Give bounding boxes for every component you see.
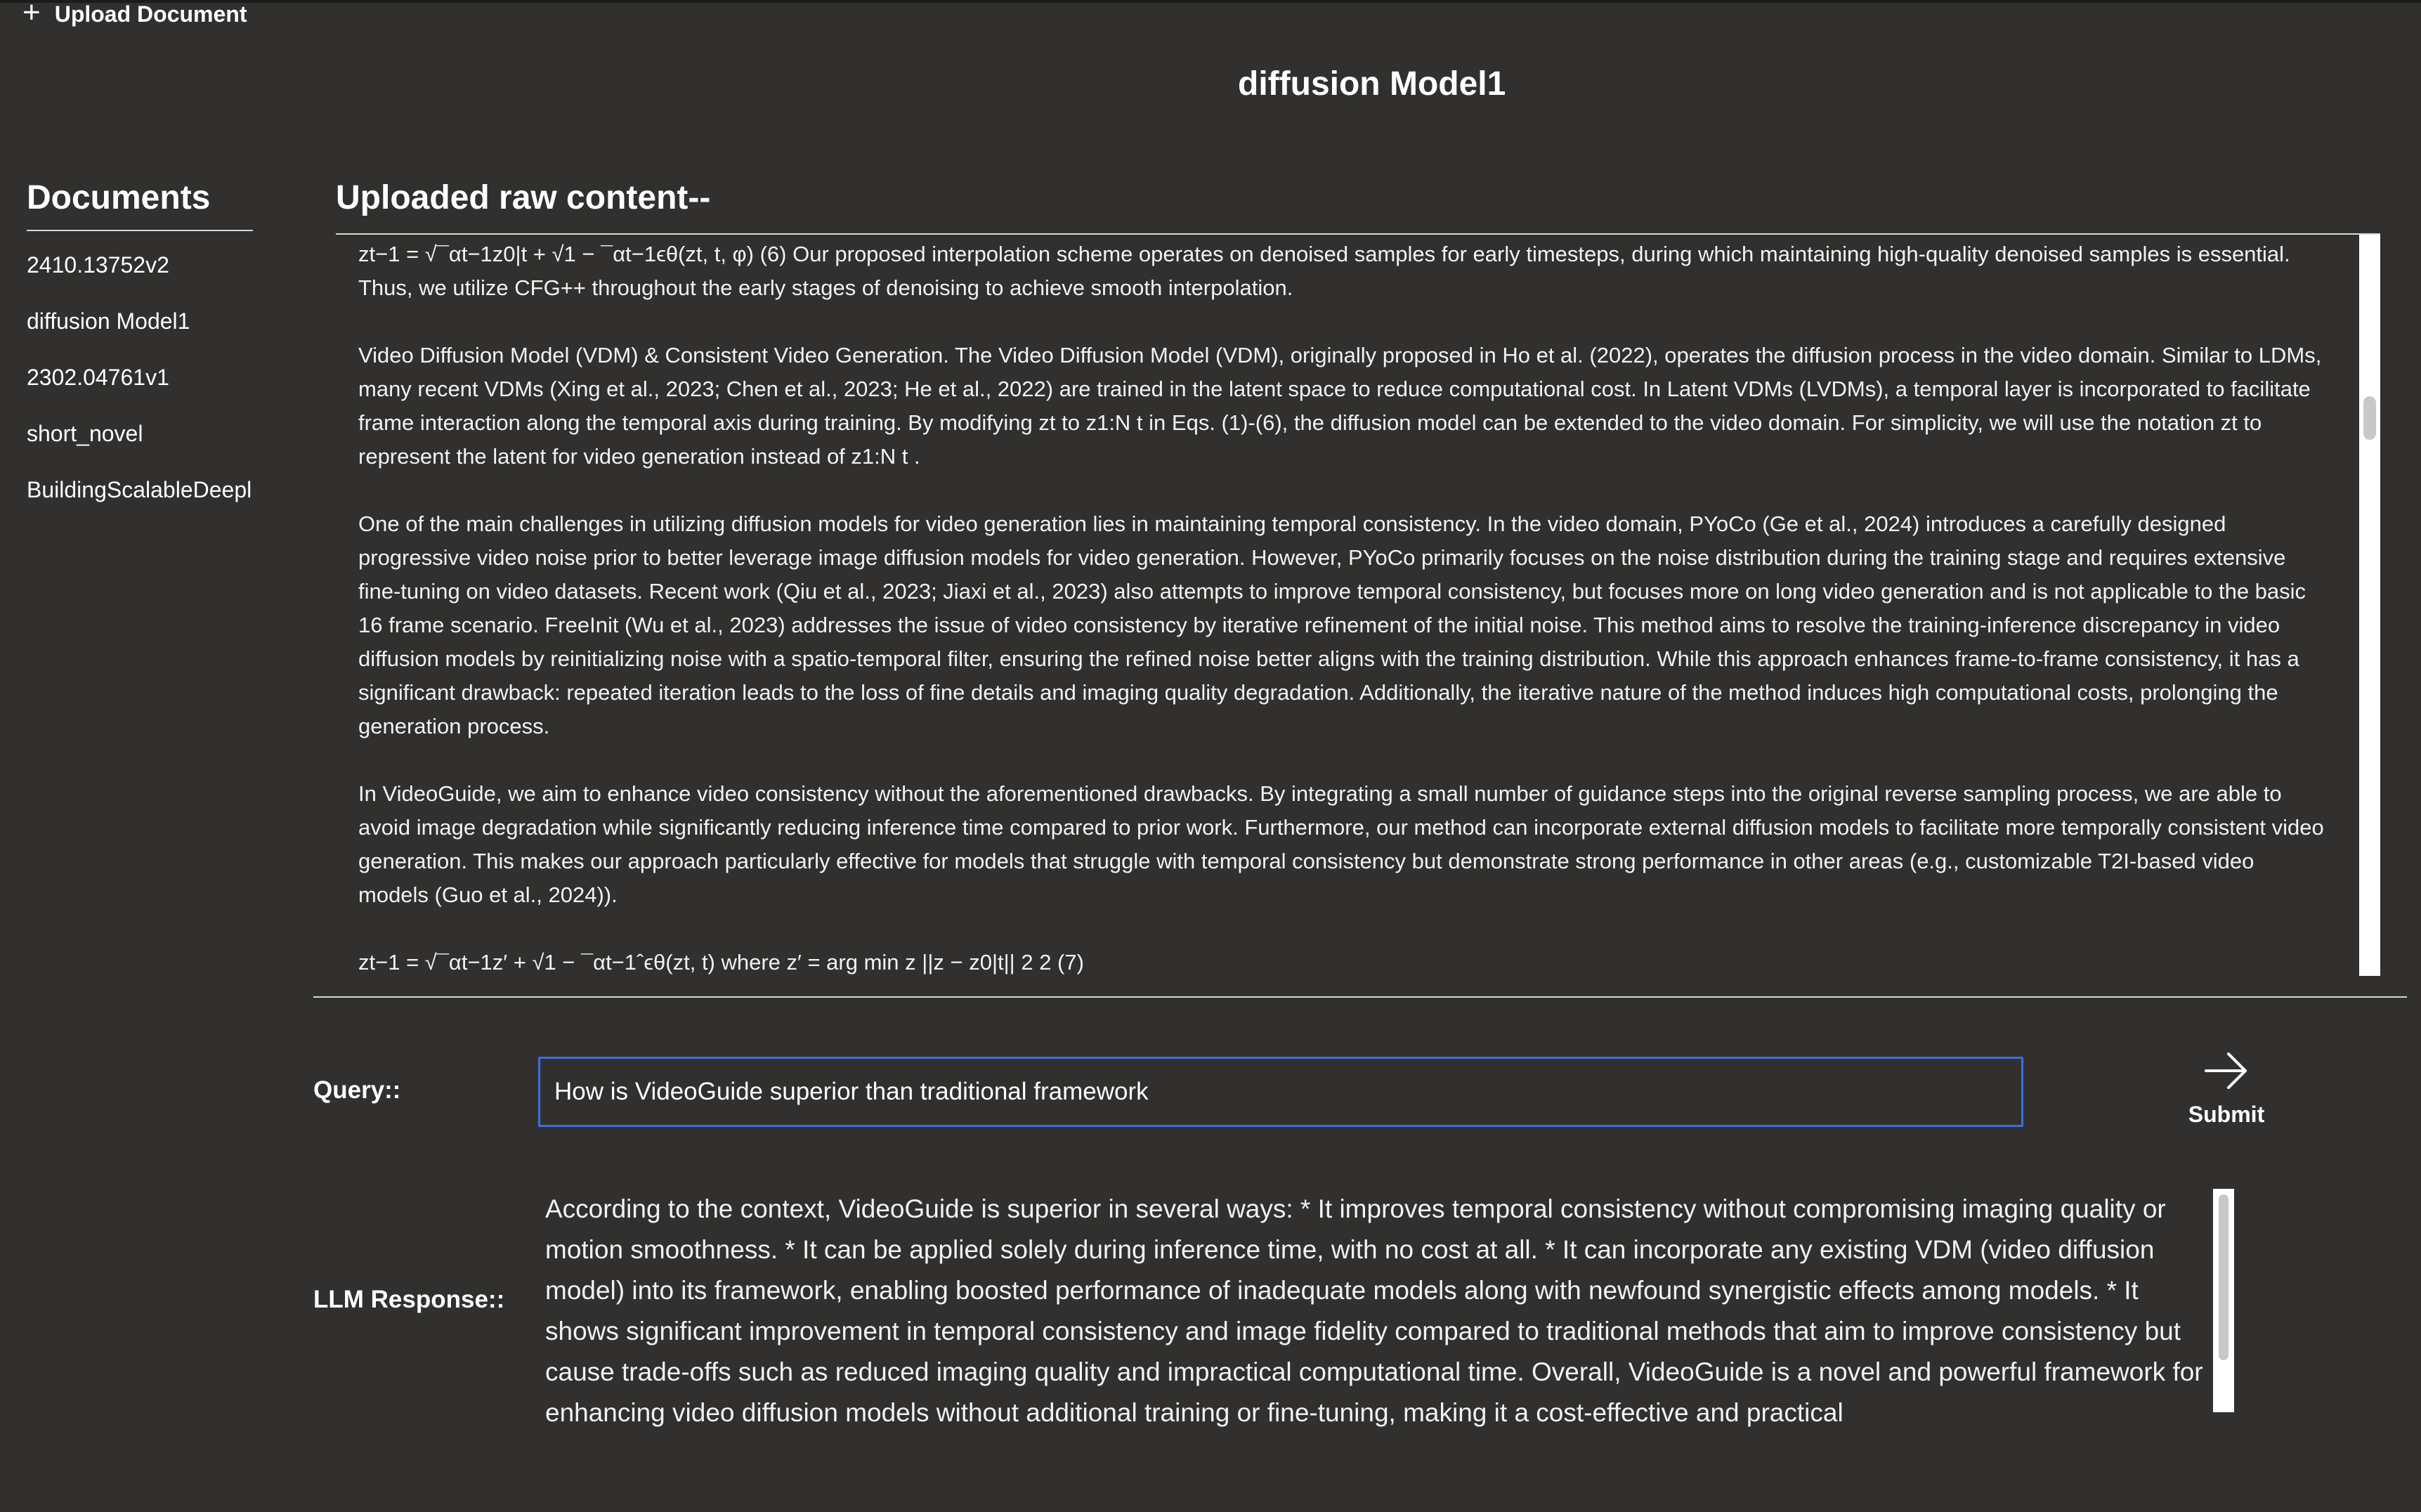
upload-document-label: Upload Document (54, 1, 247, 27)
upload-document-button[interactable] (22, 0, 247, 28)
raw-paragraph: zt−1 = √¯αt−1z0|t + √1 − ¯αt−1ϵθ(zt, t, φ) (6) Our proposed interpolation scheme operates on denoised samples for early timesteps, during which maintaining high-quality denoised samples is essential. Thus, we utilize CFG++ throughout the early stages of denoising to achieve smooth interpolation. (358, 242, 2290, 300)
sidebar-item-document[interactable]: BuildingScalableDeepl (27, 477, 252, 502)
plus-icon: + (22, 0, 41, 30)
arrow-right-icon (2202, 1050, 2251, 1092)
raw-content-text (336, 237, 2380, 979)
sidebar-item-document[interactable]: short_novel (27, 421, 143, 446)
documents-sidebar (27, 178, 253, 518)
raw-paragraph: Video Diffusion Model (VDM) & Consistent Video Generation. The Video Diffusion Model (VDM), originally proposed in Ho et al. (2022), operates the diffusion process in the video domain. Similar to LDMs, many recent VDMs (Xing et al., 2023; Chen et al., 2023; He et al., 2022) are trained in the latent space to reduce computational cost. In Latent VDMs (LVDMs), a temporal layer is incorporated to facilitate frame interaction along the temporal axis during training. By modifying zt to z1:N t in Eqs. (1)-(6), the diffusion model can be extended to the video domain. For simplicity, we will use the notation zt to represent the latent for video generation instead of z1:N t . (358, 343, 2322, 469)
query-input[interactable] (538, 1057, 2023, 1127)
raw-content-panel[interactable] (336, 233, 2380, 976)
submit-label: Submit (2188, 1102, 2265, 1127)
raw-paragraph: One of the main challenges in utilizing diffusion models for video generation lies in maintaining temporal consistency. In the video domain, PYoCo (Ge et al., 2024) introduces a carefully designed progressive video noise prior to better leverage image diffusion models for video generation. However, PYoCo primarily focuses on the noise distribution during the training stage and requires extensive fine-tuning on video datasets. Recent work (Qiu et al., 2023; Jiaxi et al., 2023) also attempts to improve temporal consistency, but focuses more on long video generation and is not applicable to the basic 16 frame scenario. FreeInit (Wu et al., 2023) addresses the issue of video consistency by iterative refinement of the initial noise. This method aims to resolve the training-inference discrepancy in video diffusion models by reinitializing noise with a spatio-temporal filter, ensuring the refined noise better aligns with the training distribution. While this approach enhances frame-to-frame consistency, it has a significant drawback: repeated iteration leads to the loss of fine details and imaging quality degradation. Additionally, the iterative nature of the method induces high computational costs, prolonging the generation process. (358, 511, 2306, 738)
submit-button[interactable] (2174, 1050, 2279, 1142)
raw-content-heading: Uploaded raw content-- (336, 179, 711, 216)
documents-list (27, 237, 253, 518)
raw-content-scrollbar[interactable] (2359, 235, 2380, 976)
llm-response-scrollbar-thumb[interactable] (2219, 1194, 2229, 1360)
documents-heading: Documents (27, 178, 253, 231)
document-title: diffusion Model1 (1238, 65, 1506, 103)
sidebar-item-document[interactable]: 2302.04761v1 (27, 365, 169, 390)
sidebar-item-document[interactable]: 2410.13752v2 (27, 252, 169, 278)
llm-response-label: LLM Response:: (313, 1286, 505, 1313)
llm-response-panel[interactable] (545, 1189, 2210, 1427)
sidebar-item-document[interactable]: diffusion Model1 (27, 308, 190, 334)
raw-content-scrollbar-thumb[interactable] (2363, 396, 2376, 440)
query-label: Query:: (313, 1076, 401, 1104)
raw-paragraph: zt−1 = √¯αt−1z′ + √1 − ¯αt−1ˆϵθ(zt, t) where z′ = arg min z ||z − z0|t|| 2 2 (7) (358, 950, 1084, 975)
llm-response-text: According to the context, VideoGuide is superior in several ways: * It improves temporal consistency without compromising imaging quality or motion smoothness. * It can be applied solely during inference time, with no cost at all. * It can incorporate any existing VDM (video diffusion model) into its framework, enabling boosted performance of inadequate models along with newfound synergistic effects among models. * It shows significant improvement in temporal consistency and image fidelity compared to traditional methods that aim to improve consistency but cause trade-offs such as reduced imaging quality and impractical computational time. Overall, VideoGuide is a novel and powerful framework for enhancing video diffusion models without additional training or fine-tuning, making it a cost-effective and practical (545, 1194, 2203, 1427)
window-top-border (0, 0, 2421, 3)
llm-response-scrollbar[interactable] (2213, 1189, 2234, 1412)
raw-paragraph: In VideoGuide, we aim to enhance video consistency without the aforementioned drawbacks. By integrating a small number of guidance steps into the original reverse sampling process, we are able to avoid image degradation while significantly reducing inference time compared to prior work. Furthermore, our method can incorporate external diffusion models to facilitate more temporally consistent video generation. This makes our approach particularly effective for models that struggle with temporal consistency but demonstrate strong performance in other areas (e.g., customizable T2I-based video models (Guo et al., 2024)). (358, 781, 2324, 907)
section-divider (313, 996, 2407, 998)
